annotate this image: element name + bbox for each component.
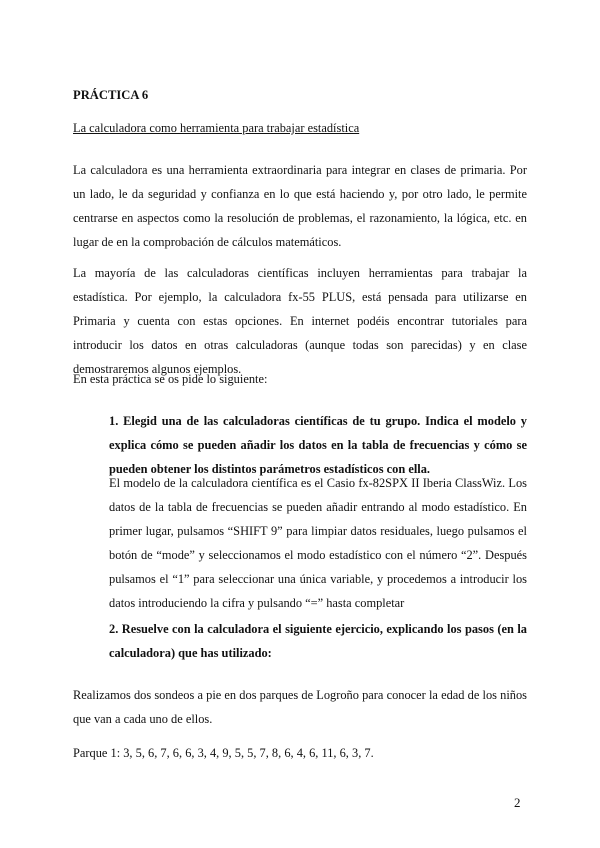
exercise-text: Realizamos dos sondeos a pie en dos parques de Logroño para conocer la edad de los niños que van a cada uno de ellos. [73,688,527,726]
question-1: 1. Elegid una de las calculadoras científicas de tu grupo. Indica el modelo y explica cómo se pueden añadir los datos en la tabla de frecuencias y cómo se pueden obtener los distintos parámetros estadísticos con ella. [109,414,527,476]
page-title: PRÁCTICA 6 [73,88,149,102]
page-number: 2 [514,795,521,810]
calculators-paragraph: La mayoría de las calculadoras científicas incluyen herramientas para trabajar la estadística. Por ejemplo, la calculadora fx-55 PLUS, está pensada para utilizarse en Primaria y cuenta con estas opciones. En internet podéis encontrar tutoriales para introducir los datos en otras calculadoras (aunque todas son parecidas) y en clase demostraremos algunos ejemplos. [73,266,527,376]
section-subtitle: La calculadora como herramienta para trabajar estadística [73,121,360,135]
task-intro: En esta práctica se os pide lo siguiente: [73,372,268,386]
intro-paragraph: La calculadora es una herramienta extraordinaria para integrar en clases de primaria. Por un lado, le da seguridad y confianza en lo que está haciendo y, por otro lado, le permite centrarse en aspectos como la resolución de problemas, el razonamiento, la lógica, etc. en lugar de en la comprobación de cálculos matemáticos. [73,163,527,249]
answer-1: El modelo de la calculadora científica es el Casio fx-82SPX II Iberia ClassWiz. Los datos de la tabla de frecuencias se pueden añadir entrando al modo estadístico. En primer lugar, pulsamos “SHIFT 9” para limpiar datos residuales, luego pulsamos el botón de “mode” y seleccionamos el modo estadístico con el número “2”. Después pulsamos el “1” para seleccionar una única variable, y procedemos a introducir los datos introduciendo la cifra y pulsando “=” hasta completar [109,476,527,610]
question-2: 2. Resuelve con la calculadora el siguiente ejercicio, explicando los pasos (en la calculadora) que has utilizado: [109,622,527,660]
data-line: Parque 1: 3, 5, 6, 7, 6, 6, 3, 4, 9, 5, 5, 7, 8, 6, 4, 6, 11, 6, 3, 7. [73,746,374,760]
